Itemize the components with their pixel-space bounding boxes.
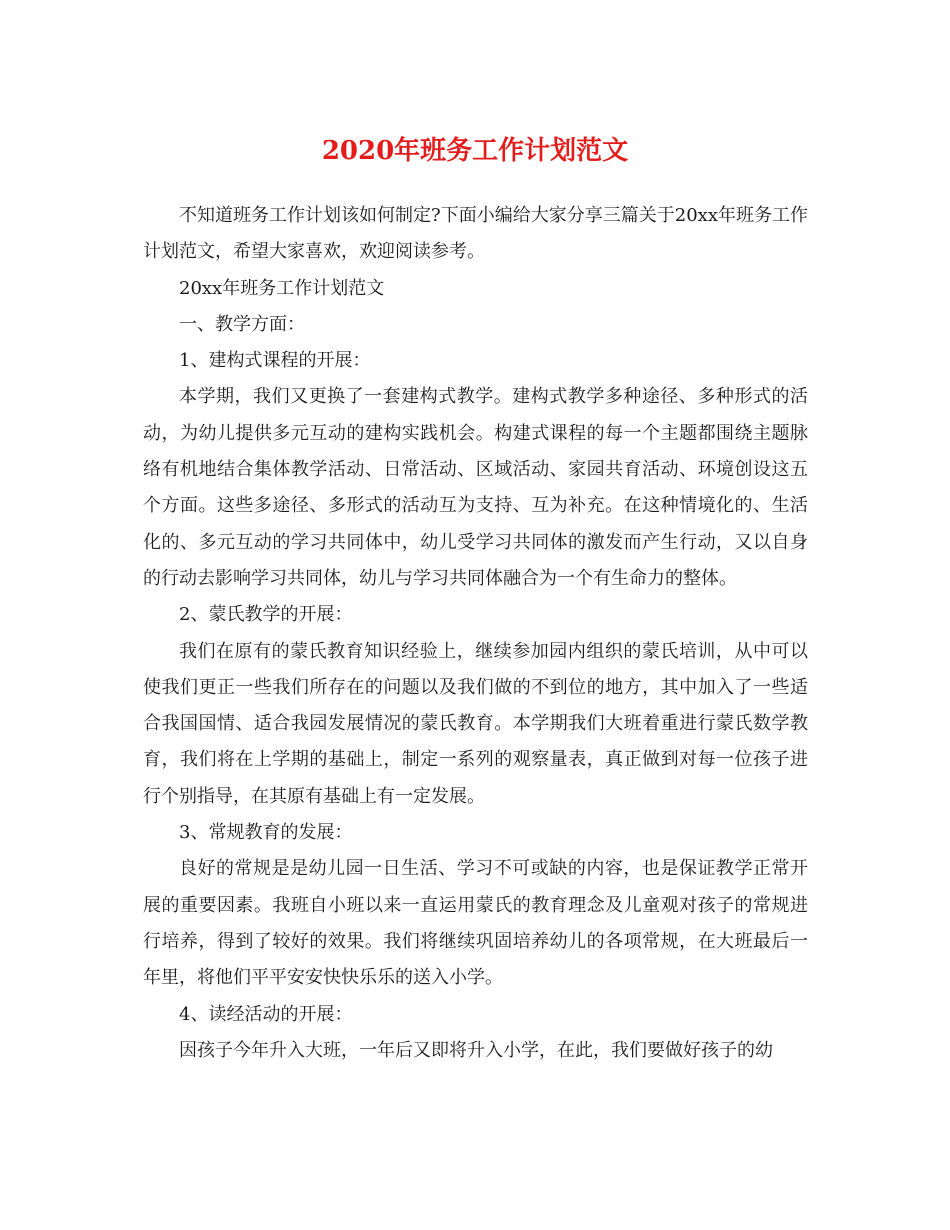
document-title: 2020年班务工作计划范文 (321, 136, 629, 166)
subsection-heading: 3、常规教育的发展： (179, 822, 353, 844)
body-paragraph: 我们在原有的蒙氏教育知识经验上，继续参加园内组织的蒙氏培训，从中可以使我们更正一些我们所存在的问题以及我们做的不到位的地方，其中加入了一些适合我国国情、适合我园发展情况的蒙氏教育。本学期我们大班着重进行蒙氏数学教育，我们将在上学期的基础上，制定一系列的观察量表，真正做到对每一位孩子进行个别指导，在其原有基础上有一定发展。 (143, 640, 808, 807)
section-heading: 20xx年班务工作计划范文 (179, 277, 385, 299)
intro-paragraph: 不知道班务工作计划该如何制定?下面小编给大家分享三篇关于20xx年班务工作计划范文，希望大家喜欢，欢迎阅读参考。 (143, 205, 808, 263)
subsection-heading: 2、蒙氏教学的开展： (179, 604, 353, 626)
body-paragraph: 因孩子今年升入大班，一年后又即将升入小学，在此，我们要做好孩子的幼 (179, 1039, 773, 1061)
body-paragraph: 良好的常规是是幼儿园一日生活、学习不可或缺的内容，也是保证教学正常开展的重要因素。我班自小班以来一直运用蒙氏的教育理念及儿童观对孩子的常规进行培养，得到了较好的效果。我们将继续巩固培养幼儿的各项常规，在大班最后一年里，将他们平平安安快快乐乐的送入小学。 (143, 858, 808, 989)
section-heading: 一、教学方面： (179, 313, 305, 335)
subsection-heading: 1、建构式课程的开展： (179, 350, 371, 372)
body-paragraph: 本学期，我们又更换了一套建构式教学。建构式教学多种途径、多种形式的活动，为幼儿提供多元互动的建构实践机会。构建式课程的每一个主题都围绕主题脉络有机地结合集体教学活动、日常活动、区域活动、家园共育活动、环境创设这五个方面。这些多途径、多形式的活动互为支持、互为补充。在这种情境化的、生活化的、多元互动的学习共同体中，幼儿受学习共同体的激发而产生行动，又以自身的行动去影响学习共同体，幼儿与学习共同体融合为一个有生命力的整体。 (143, 386, 808, 589)
document-body (143, 198, 808, 1069)
subsection-heading: 4、读经活动的开展： (179, 1003, 353, 1025)
